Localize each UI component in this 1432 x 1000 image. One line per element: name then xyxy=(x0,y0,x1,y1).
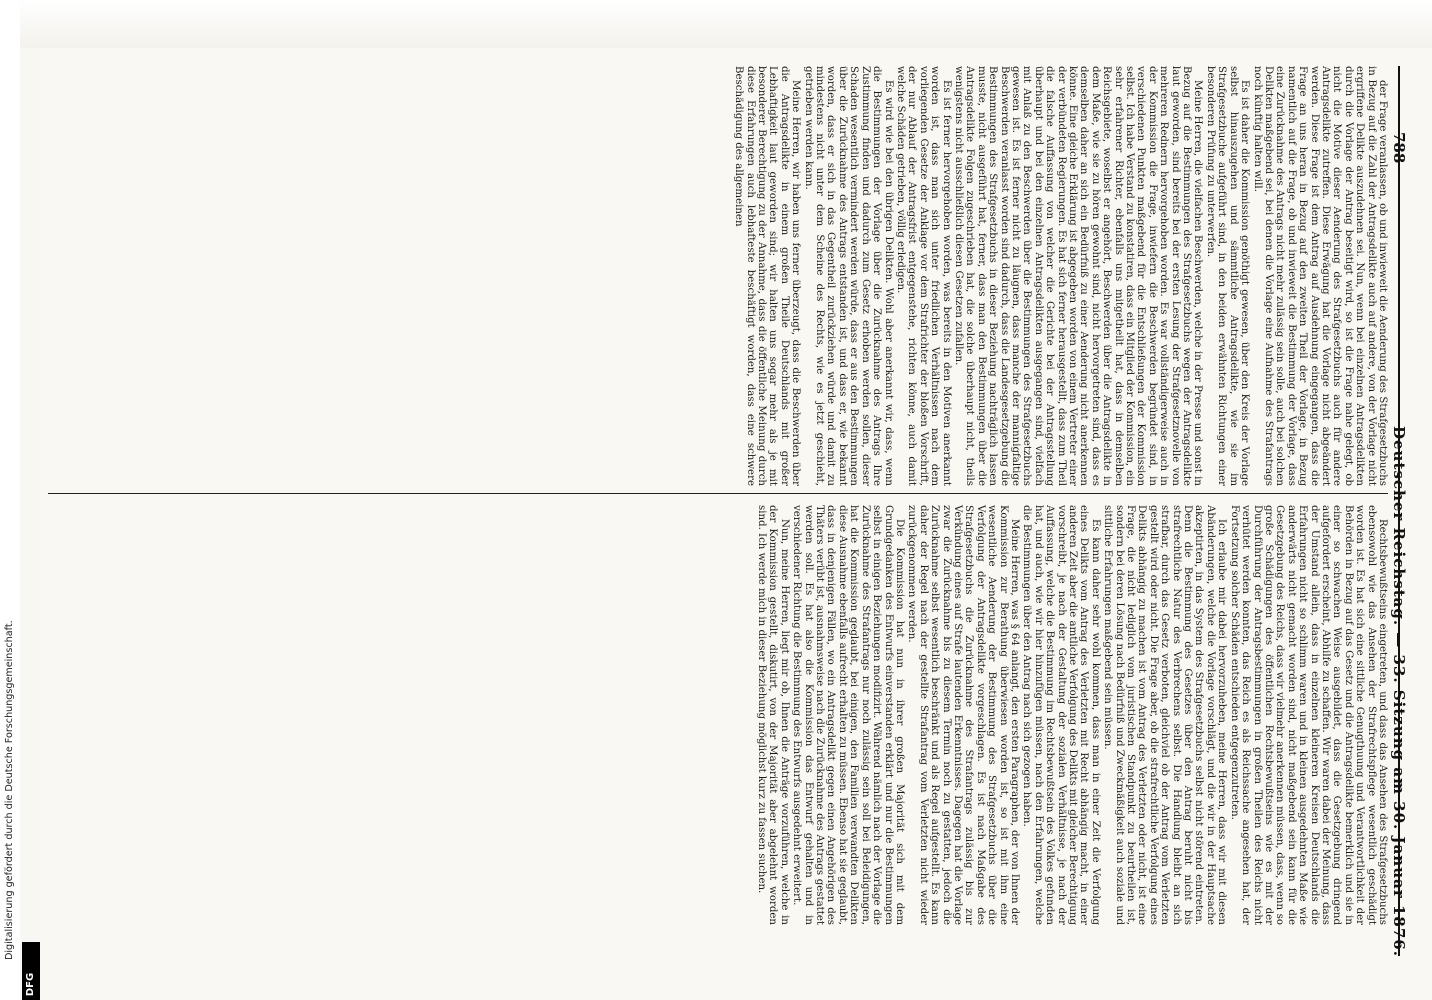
header-title: Deutscher Reichstag. — 33. Sitzung am 30. Januar 1876. xyxy=(1390,426,1408,957)
paragraph: Die Kommission hat nun in ihrer großen Majorität sich mit dem Grundgedanken des Entwurfs einverstanden erklärt und nur die Bestimmungen selbst in einigen Beziehungen modifizirt. Während nämlich nach der Vorlage die Zurücknahme des Strafantrags nur noch zulässig sein soll bei Beleidigungen, hat die Kommission geglaubt, bei einigen, den Familien verwandten Delikten diese Ausnahme ebenfalls aufrecht erhalten zu müssen. Ebenso hat sie geglaubt, dass in denjenigen Fällen, wo ein Antragsdelikt gegen einen Angehörigen des Thäters verübt ist, ausnahmsweise nach die Zurücknahme des Antrags gestattet werden soll. Es hat also die Kommission das Entwurf gehalten und in verschiedener Richtung die Bestimmung des Entwurfs ausgedehnt erweitert. xyxy=(791,505,905,925)
paragraph: Es wird wie bei den übrigen Delikten. Wohl aber anerkannt wir, dass, wenn die Bestimmungen der Vorlage über die Zurücknahme des Antrags Ihre Zustimmung finden und dadurch zum Gesetz erhoben werden sollen, dieser Schaden wesentlich vermindert werden würde, dass er aus den Bestimmungen über die Zurücknahme des Antrags entstanden ist, und dass er, wie bekannt worden, dass er sich in das Gegentheil zurückziehen würde und damit zu mindestens nicht unter dem Scheine des Rechts, wie es jetzt geschieht, getrieben werden kann. xyxy=(802,66,894,486)
left-column xyxy=(38,66,1388,486)
paragraph: der Frage veranlassen, ob und inwieweit die Aenderung des Strafgesetzbuchs in Bezug auf die Zahl der Antragsdelikte auch auf andere, von der Vorlage nicht ergriffene Delikte auszudehnen sei. Nun, wenn bei einzelnen Antragsdelikten durch die Vorlage der Antrag beseitigt wird, so ist die Frage nahe gelegt, ob nicht die Motive dieser Aenderung des Strafgesetzbuchs auch für andere Antragsdelikte zutreffen. Diese Erwägung hat die Vorlage nicht abgeändert werden. Diese Frage ist dem Antrag auf Ausdehnung eingegangen, dass die Frage an uns heran in Bezug auf den zweiten Theil der Vorlage, in Bezug namentlich auf die Frage, ob und inwieweit die Bestimmung der Vorlage, dass eine Zurücknahme des Antrags nicht mehr zulässig sein solle, auch bei solchen Delikten maßgebend sei, bei denen die Vorlage eine Aufnahme des Strafantrags noch künftig halten will. xyxy=(1251,66,1388,486)
paragraph: Meine Herren, was § 64 anlangt, den ersten Paragraphen, der von Ihnen der Kommission zur Berathung überwiesen worden ist, so ist mit ihm eine wesentliche Aenderung der Bestimmung des Strafgesetzbuchs über die Verfolgung der Antragsdelikte vorgeschlagen. Es ist nach Maßgabe des Strafgesetzbuchs die Zurücknahme des Strafantrags zulässig bis zur Verkündung eines auf Strafe lautenden Erkenntnisses. Dagegen hat die Vorlage zwar die Zurücknahme bis zu diesem Termin noch zu gestatten, jedoch die Zurücknahme selbst wesentlich beschränkt und als Regel aufgestellt. Es kann daher der Regel nach der gestellte Strafantrag vom Verletzten nicht wieder zurückgenommen werden. xyxy=(906,505,1020,925)
paragraph: Meine Herren, wir haben uns ferner überzeugt, dass die Beschwerden über die Antragsdelikte in einem großen Theile Deutschlands mit großer Lebhaftigkeit laut geworden sind; wir halten uns sogar mehr als je mit besonderer Berechtigung zu der Annahme, dass die öffentliche Meinung durch diese Erfahrungen auch lebhafteste beschäftigt worden, dass eine schwere Beschädigung des allgemeinen xyxy=(733,66,802,486)
paragraph: Rechtsbewußtseins eingetreten, und dass das Ansehen des Strafgesetzbuchs ebensowohl wie das Ansehen der Strafrechtspflege wesentlich geschädigt worden ist. Es hat sich eine sittliche Genugthuung und Verantwortlichkeit der Behörden in Bezug auf das Gesetz und die Antragsdelikte bemerklich und sie in einer so schwachen Weise ausgebildet, dass die Gesetzgebung dringend aufgefordert erscheint, Abhilfe zu schaffen. Wir waren dabei der Meinung, dass der Umstand allein, dass in einzelnen kleineren Kreisen Deutschlands die Erfahrungen nicht so schlimm waren und in kleinen ausgedehnten Maße wie anderwärts nicht gemacht worden sind, nicht maßgebend sein kann für die Gesetzgebung des Reichs, dass wir vielmehr anerkennen müssen, dass, wenn so große Schädigungen des öffentlichen Rechtsbewußtseins wie es mit der Durchführung der Antragsbestimmungen in großen Theilen des Reichs nicht verhütet werden konnten, das Reich es als Reichssache angesehen hat, der Fortsetzung solcher Schäden entschieden entgegenzutreten. xyxy=(1228,505,1388,925)
paragraph: Es kann daher sehr wohl kommen, dass man in einer Zeit die Verfolgung eines Delikts vom Antrag des Verletzten mit Recht abhängig macht, in einer anderen Zeit aber die amtliche Verfolgung des Delikts mit gleicher Berechtigung vorschreibt, je nach der Gestaltung der sozialen Verhältnisse, je nach der Auffassung, welche die Bestimmung im Rechtsbewußtsein des Volkes gefunden hat, und auch, wie wir hier hinzufügen müssen, nach den Erfahrungen, welche die Bestimmungen über den Antrag nach sich gezogen haben. xyxy=(1021,505,1101,925)
paragraph: Es ist daher die Kommission genöthigt gewesen, über den Kreis der Vorlage selbst hinauszugehen und sämmtliche Antragsdelikte, wie sie im Strafgesetzbuche aufgeführt sind, in den beiden erwähnten Richtungen einer besonderen Prüfung zu unterwerfen. xyxy=(1204,66,1251,486)
page-number: 788 xyxy=(1390,132,1408,164)
paragraph: Meine Herren, die vielfachen Beschwerden, welche in der Presse und sonst in Bezug auf die Bestimmungen des Strafgesetzbuchs wegen der Antragsdelikte laut geworden, sind bereits bei der ersten Lesung der Strafgesetznovelle von mehreren Rednern hervorgehoben worden. Es war vollständigerweise auch in der Kommission die Frage, inwiefern die Beschwerden begründet sind, in verschiedenen Punkten maßgebend für die Entschließungen der Kommission selbst. Ich habe Verstand zu konstatiren, dass ein Mitglied der Kommission, ein sehr erfahrener Richter, ebenfalls uns mitgetheilt hat, dass in demselben Reichsgebiete, woselbst er angehört, Beschwerden über die Antragsdelikte in dem Maße, wie sie zu hören gewohnt sind, nicht hervorgetreten sind, dass es demselben daher an sich ein Bedürfniß zu einer Aenderung nicht anerkennen könne. Eine gleiche Erklärung ist abgegeben worden von einem Vertreter einer der verbündeten Regierungen. Es hat sich ferner herausgestellt, dass zum Theil die falsche Auffassung von welcher die Gerichte bei der Antragsstellung überhaupt und bei den einzelnen Antragsdelikten ausgegangen sind, vielfach mit Anlaß zu den Beschwerden über die Bestimmungen des Strafgesetzbuchs gewesen ist. Es ist ferner nicht zu läugnen, dass manche der mannigfaltige Beschwerden veranlasst worden sind dadurch, dass die Landesgesetzgebung die Bestimmungen des Strafgesetzbuchs in dieser Beziehung nachträglich lassen musste, nicht ausgeführt hat, ferner, dass man den Bestimmungen über die Antragsdelikte Folgen zugeschrieben hat, die solche überhaupt nicht, theils wenigstens nicht ausschließlich diesen Gesetzen zufallen. xyxy=(952,66,1204,486)
paragraph: Ich erlaube mir dabei hervorzuheben, meine Herren, dass wir mit diesen Abänderungen, welche die Vorlage vorschlägt, und die wir in der Hauptsache akzeptirten, in das System des Strafgesetzbuchs selbst nicht störend eintreten. Denn die Bestimmung des Gesetzes über den Antrag beruht nicht bis strafrechtliche Natur des Verbrechens selbst. Die Handlung bleibt an sich strafbar, durch das Gesetz verboten, gleichviel ob der Antrag vom Verletzten gestellt wird oder nicht. Die Frage aber, ob die strafrechtliche Verfolgung eines Delikts abhängig zu machen ist vom Antrag des Verletzten oder nicht, ist eine Frage, die nicht lediglich vom juristischen Standpunkt zu beurtheilen ist, sondern bei deren Lösung nach Bedürfniß und Zweckmäßigkeit auch soziale und sittliche Erfahrungen maßgebend sein müssen. xyxy=(1102,505,1228,925)
paragraph: Es ist ferner hervorgehoben worden, was bereits in den Motiven anerkannt worden ist, dass man sich unter friedlichen Verhältnissen nach dem vorliegenden Gesetze der Anklage vor dem Strafrichter der bloßen Vorschrift, der nur Ablauf der Antragsfrist entgegenstehe, richten könne, auch damit welche Schäden getrieben, völlig erledigen. xyxy=(894,66,952,486)
dfg-logo-text: DFG xyxy=(25,972,37,997)
digitization-credit: Digitalisierung gefördert durch die Deutsche Forschungsgemeinschaft. xyxy=(4,620,15,960)
header-rule xyxy=(1398,66,1400,956)
right-column xyxy=(756,505,1388,925)
column-divider xyxy=(48,493,1388,494)
paragraph: Nun, meine Herren, liegt mir ob, Ihnen die Anträge vorzuführen, welche in der Kommission gestellt, diskutirt, von der Majorität aber abgelehnt worden sind. Ich werde mich in dieser Beziehung möglichst kurz zu fassen suchen. xyxy=(756,505,790,925)
